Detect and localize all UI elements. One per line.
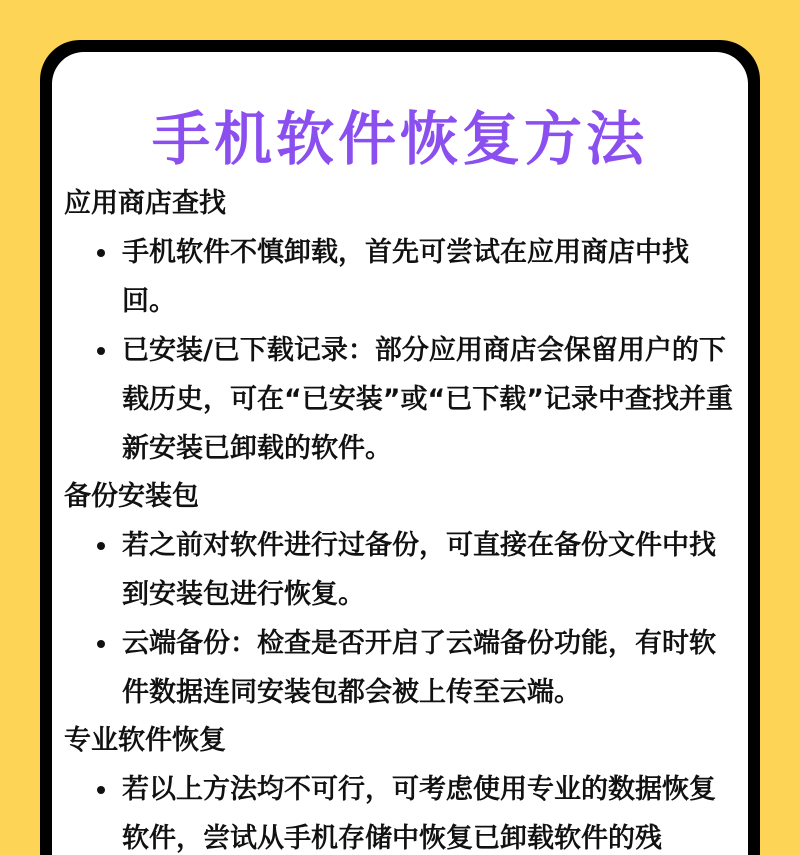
list-item [64,326,736,473]
card-body [52,52,748,855]
list-item-text: 已安装/已下载记录：部分应用商店会保留用户的下载历史，可在“已安装”或“已下载”记录中查找并重新安装已卸载的软件。 [122,335,733,464]
bullet-list-professional [64,765,736,855]
bullet-list-app-store [64,228,736,473]
list-item [64,228,736,326]
section-heading-backup: 备份安装包 [64,481,199,512]
list-item-text: 云端备份：检查是否开启了云端备份功能，有时软件数据连同安装包都会被上传至云端。 [122,628,716,708]
bullet-icon [97,786,105,794]
list-item-text: 若之前对软件进行过备份，可直接在备份文件中找到安装包进行恢复。 [122,530,716,610]
bullet-icon [97,542,105,550]
bullet-list-backup [64,521,736,717]
content-card [40,40,760,855]
section-heading-app-store: 应用商店查找 [64,188,226,219]
list-item-text: 手机软件不慎卸载，首先可尝试在应用商店中找回。 [122,237,689,317]
bullet-icon [97,640,105,648]
list-item [64,619,736,717]
article-content [64,180,736,855]
list-item [64,765,736,855]
bullet-icon [97,347,105,355]
page-title: 手机软件恢复方法 [151,105,648,173]
bullet-icon [97,249,105,257]
list-item [64,521,736,619]
list-item-text: 若以上方法均不可行，可考虑使用专业的数据恢复软件，尝试从手机存储中恢复已卸载软件的残 [122,774,716,854]
section-heading-professional: 专业软件恢复 [64,725,226,756]
